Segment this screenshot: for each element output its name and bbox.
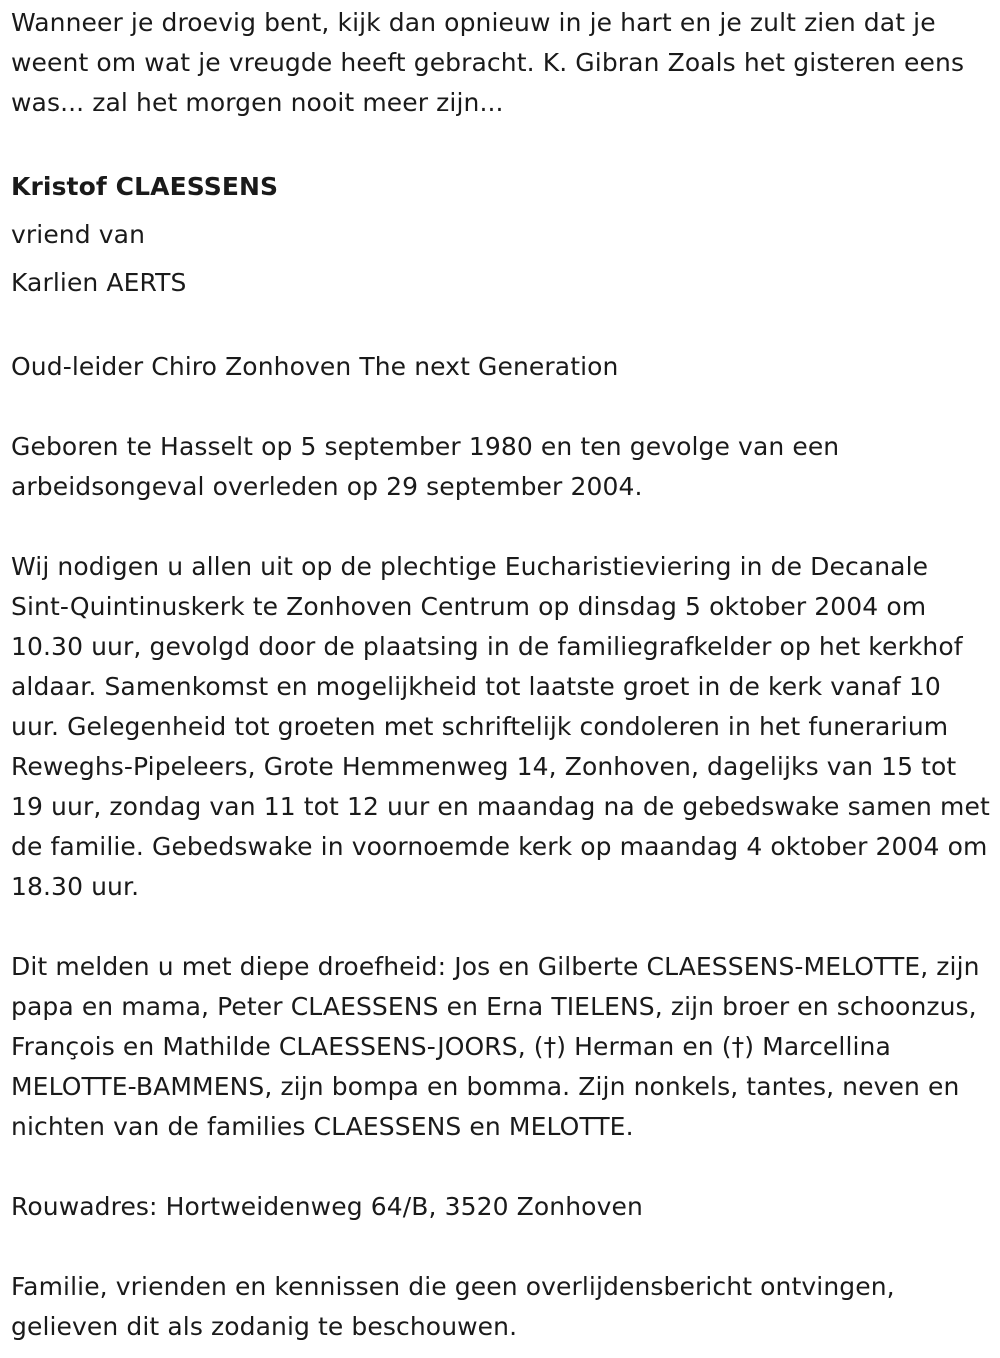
- birth-death-text: Geboren te Hasselt op 5 september 1980 en ten gevolge van een arbeidsongeval overleden op 29 september 2004.: [11, 432, 840, 501]
- ceremony-text: Wij nodigen u allen uit op de plechtige Eucharistieviering in de Decanale Sint-Quintinuskerk te Zonhoven Centrum op dinsdag 5 oktober 2004 om 10.30 uur, gevolgd door de plaatsing in de familiegrafkelder op het kerkhof aldaar. Samenkomst en mogelijkheid tot laatste groet in de kerk vanaf 10 uur. Gelegenheid tot groeten met schriftelijk condoleren in het funerarium Reweghs-Pipeleers, Grote Hemmenweg 14, Zonhoven, dagelijks van 15 tot 19 uur, zondag van 11 tot 12 uur en maandag na de gebedswake samen met de familie. Gebedswake in voornoemde kerk op maandag 4 oktober 2004 om 18.30 uur.: [11, 552, 990, 901]
- mourning-address: Rouwadres: Hortweidenweg 64/B, 3520 Zonhoven: [11, 1192, 643, 1221]
- partner-name: Karlien AERTS: [11, 268, 187, 297]
- obituary-document: [11, 3, 991, 1347]
- role-text: Oud-leider Chiro Zonhoven The next Generation: [11, 352, 619, 381]
- deceased-name: Kristof CLAESSENS: [11, 172, 279, 201]
- opening-quote: Wanneer je droevig bent, kijk dan opnieuw in je hart en je zult zien dat je weent om wat je vreugde heeft gebracht. K. Gibran Zoals het gisteren eens was... zal het morgen nooit meer zijn...: [11, 8, 965, 117]
- closing-note: Familie, vrienden en kennissen die geen overlijdensbericht ontvingen, gelieven dit als zodanig te beschouwen.: [11, 1272, 895, 1341]
- family-announcement: Dit melden u met diepe droefheid: Jos en Gilberte CLAESSENS-MELOTTE, zijn papa en mama, Peter CLAESSENS en Erna TIELENS, zijn broer en schoonzus, François en Mathilde CLAESSENS-JOORS, (†) Herman en (†) Marcellina MELOTTE-BAMMENS, zijn bompa en bomma. Zijn nonkels, tantes, neven en nichten van de families CLAESSENS en MELOTTE.: [11, 952, 980, 1141]
- relation-text: vriend van: [11, 220, 146, 249]
